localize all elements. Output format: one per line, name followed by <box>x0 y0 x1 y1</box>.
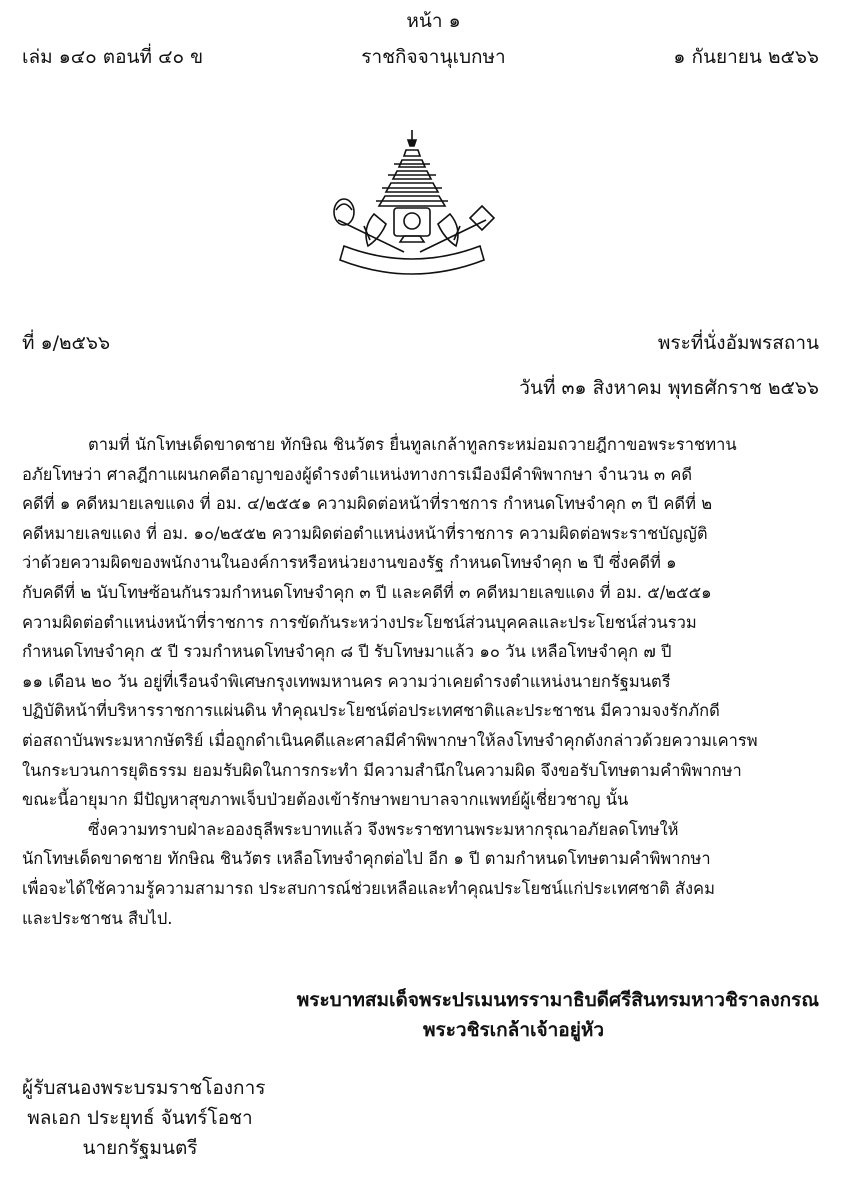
paragraph-line: กำหนดโทษจำคุก ๕ ปี รวมกำหนดโทษจำคุก ๘ ปี รับโทษมาแล้ว ๑๐ วัน เหลือโทษจำคุก ๗ ปี <box>22 642 672 662</box>
paragraph-line: อภัยโทษว่า ศาลฎีกาแผนกคดีอาญาของผู้ดำรงตำแหน่งทางการเมืองมีคำพิพากษา จำนวน ๓ คดี <box>22 464 693 484</box>
reference-number: ที่ ๑/๒๕๖๖ <box>22 332 111 354</box>
paragraph-line: คดีหมายเลขแดง ที่ อม. ๑๐/๒๕๕๒ ความผิดต่อตำแหน่งหน้าที่ราชการ ความผิดต่อพระราชบัญญัติ <box>22 523 708 543</box>
paragraph-line: ในกระบวนการยุติธรรม ยอมรับผิดในการกระทำ มีความสำนึกในความผิด จึงขอรับโทษตามคำพิพากษา <box>22 760 742 780</box>
countersign-name: พลเอก ประยุทธ์ จันทร์โอชา <box>27 1107 253 1129</box>
page-number: หน้า ๑ <box>406 10 461 32</box>
paragraph-line: ว่าด้วยความผิดของพนักงานในองค์การหรือหน่วยงานของรัฐ กำหนดโทษจำคุก ๒ ปี ซึ่งคดีที่ ๑ <box>22 553 677 573</box>
issue-place: พระที่นั่งอัมพรสถาน <box>657 332 819 354</box>
paragraph-line: ตามที่ นักโทษเด็ดขาดชาย ทักษิณ ชินวัตร ยื่นทูลเกล้าทูลกระหม่อมถวายฎีกาขอพระราชทาน <box>88 435 737 454</box>
paragraph-line: ปฏิบัติหน้าที่บริหารราชการแผ่นดิน ทำคุณประโยชน์ต่อประเทศชาติและประชาชน มีความจงรักภักดี <box>22 701 720 721</box>
paragraph-line: ต่อสถาบันพระมหากษัตริย์ เมื่อถูกดำเนินคดีและศาลมีคำพิพากษาให้ลงโทษจำคุกดังกล่าวด้วยความเคารพ <box>22 730 758 750</box>
paragraph-line: คดีที่ ๑ คดีหมายเลขแดง ที่ อม. ๔/๒๕๕๑ ความผิดต่อหน้าที่ราชการ กำหนดโทษจำคุก ๓ ปี คดีที่ ๒ <box>22 494 713 514</box>
countersign-title: ผู้รับสนองพระบรมราชโองการ <box>22 1077 266 1099</box>
gazette-name: ราชกิจจานุเบกษา <box>361 46 506 68</box>
paragraph-line: ความผิดต่อตำแหน่งหน้าที่ราชการ การขัดกันระหว่างประโยชน์ส่วนบุคคลและประโยชน์ส่วนรวม <box>22 612 697 632</box>
paragraph-line: และประชาชน สืบไป. <box>22 908 173 928</box>
paragraph-2 <box>22 815 818 933</box>
royal-signature-line-2: พระวชิรเกล้าเจ้าอยู่หัว <box>422 1019 605 1041</box>
paragraph-line: เพื่อจะได้ใช้ความรู้ความสามารถ ประสบการณ์ช่วยเหลือและทำคุณประโยชน์แก่ประเทศชาติ สังคม <box>22 878 715 898</box>
paragraph-line: ๑๑ เดือน ๒๐ วัน อยู่ที่เรือนจำพิเศษกรุงเทพมหานคร ความว่าเคยดำรงตำแหน่งนายกรัฐมนตรี <box>22 671 671 691</box>
countersign-position: นายกรัฐมนตรี <box>82 1137 198 1159</box>
paragraph-line: กับคดีที่ ๒ นับโทษซ้อนกันรวมกำหนดโทษจำคุก ๓ ปี และคดีที่ ๓ คดีหมายเลขแดง ที่ อม. ๕/๒๕๕๑ <box>22 582 712 602</box>
publish-date: ๑ กันยายน ๒๕๖๖ <box>673 46 819 68</box>
paragraph-1 <box>22 430 818 815</box>
volume-issue: เล่ม ๑๔๐ ตอนที่ ๔๐ ข <box>22 46 204 68</box>
royal-signature-line-1: พระบาทสมเด็จพระปรเมนทรรามาธิบดีศรีสินทรมหาวชิราลงกรณ <box>296 989 819 1011</box>
document-date: วันที่ ๓๑ สิงหาคม พุทธศักราช ๒๕๖๖ <box>519 377 819 399</box>
paragraph-line: ขณะนี้อายุมาก มีปัญหาสุขภาพเจ็บป่วยต้องเข้ารักษาพยาบาลจากแพทย์ผู้เชี่ยวชาญ นั้น <box>22 790 629 810</box>
paragraph-line: ซึ่งความทราบฝ่าละอองธุลีพระบาทแล้ว จึงพระราชทานพระมหากรุณาอภัยลดโทษให้ <box>88 819 679 839</box>
document-body <box>22 430 818 933</box>
royal-seal-emblem-icon <box>324 128 500 278</box>
paragraph-line: นักโทษเด็ดขาดชาย ทักษิณ ชินวัตร เหลือโทษจำคุกต่อไป อีก ๑ ปี ตามกำหนดโทษตามคำพิพากษา <box>22 849 711 869</box>
